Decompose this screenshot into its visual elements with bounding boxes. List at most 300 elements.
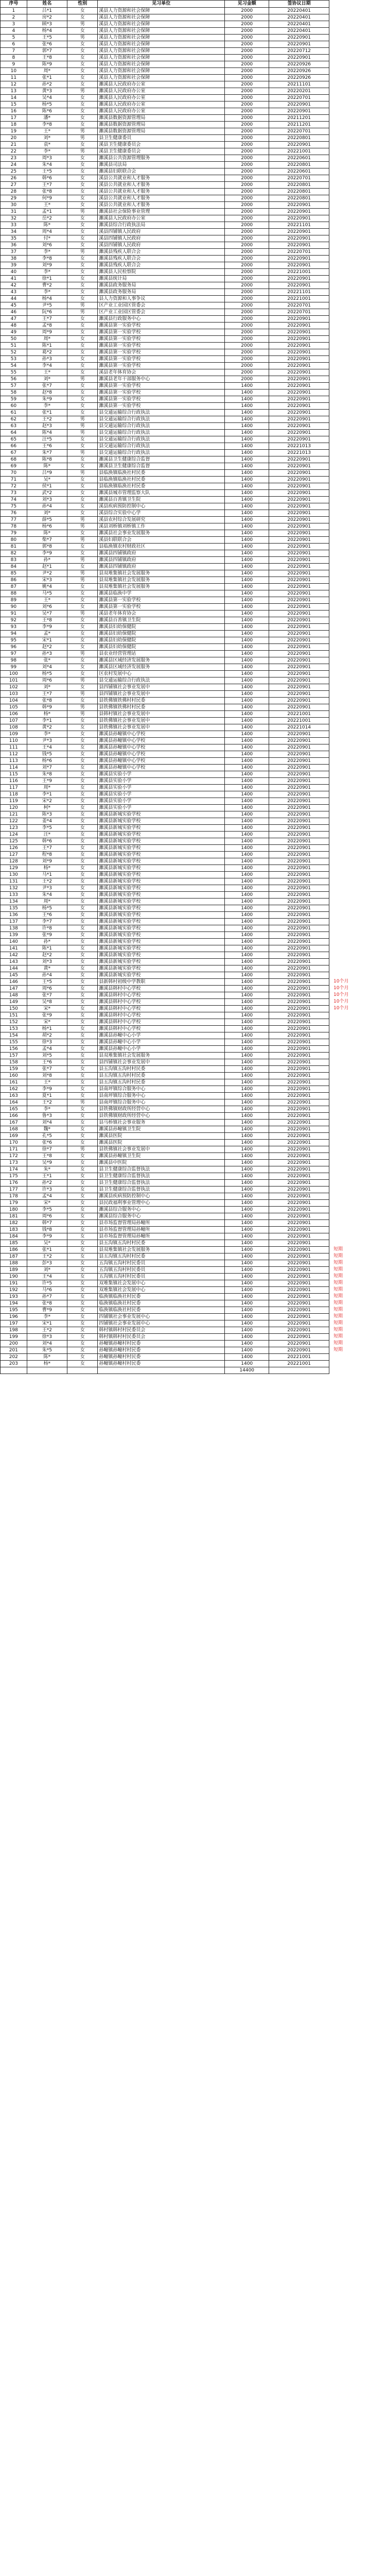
cell-unit: 县铁佛镇铁佛村村民委: [98, 704, 225, 711]
cell-unit: 濉溪县人民政府办公室: [98, 81, 225, 88]
table-row: [1, 1274, 329, 1280]
cell-sex: 女: [67, 55, 98, 61]
cell-sex: 女: [67, 1327, 98, 1334]
table-row: [1, 296, 329, 302]
cell-amount: 1400: [225, 1059, 269, 1066]
cell-sex: 女: [67, 182, 98, 189]
table-row: [1, 899, 329, 905]
cell-unit: 溪县疾病预防控制中心: [98, 503, 225, 510]
cell-name: 刘*8: [27, 1073, 67, 1079]
cell-amount: 2000: [225, 122, 269, 128]
table-row: [1, 1146, 329, 1153]
cell-date: 20220901: [269, 1106, 329, 1113]
cell-unit: 溪县公共就业和人才服务: [98, 182, 225, 189]
cell-seq: 69: [1, 463, 27, 470]
cell-sex: 女: [67, 1253, 98, 1260]
table-row: [1, 1327, 329, 1334]
cell-name: 周*: [27, 899, 67, 905]
cell-sex: 女: [67, 289, 98, 296]
cell-sex: 女: [67, 590, 98, 597]
cell-amount: 1400: [225, 778, 269, 785]
cell-sex: 女: [67, 443, 98, 450]
cell-amount: 1400: [225, 1227, 269, 1233]
row-note: 短期: [333, 1280, 343, 1285]
cell-amount: 1400: [225, 677, 269, 684]
cell-seq: 2: [1, 14, 27, 21]
cell-name: 阮*6: [27, 309, 67, 316]
cell-sex: 女: [67, 14, 98, 21]
cell-date: 20220901: [269, 369, 329, 376]
cell-seq: 84: [1, 564, 27, 570]
cell-amount: 1400: [225, 952, 269, 959]
table-row: [1, 262, 329, 269]
cell-date: 20220901: [269, 965, 329, 972]
cell-amount: 1400: [225, 657, 269, 664]
cell-name: 张*8: [27, 189, 67, 195]
cell-date: 20220901: [269, 1253, 329, 1260]
cell-seq: 78: [1, 523, 27, 530]
cell-seq: 177: [1, 1187, 27, 1193]
cell-name: 张*7: [27, 992, 67, 999]
cell-amount: 2000: [225, 128, 269, 135]
table-row: [1, 35, 329, 41]
cell-sex: 女: [67, 456, 98, 463]
cell-unit: 县铁佛镇社会事业发展中: [98, 1146, 225, 1153]
cell-seq: 62: [1, 416, 27, 423]
cell-name: 王*: [27, 1079, 67, 1086]
cell-date: 20220901: [269, 604, 329, 611]
cell-sex: 女: [67, 215, 98, 222]
cell-unit: 县五沟镇五沟村村民委: [98, 1079, 225, 1086]
cell-sex: 男: [67, 651, 98, 657]
cell-amount: 1400: [225, 1099, 269, 1106]
cell-amount: 1400: [225, 590, 269, 597]
cell-name: 张*9: [27, 932, 67, 939]
cell-sex: 女: [67, 282, 98, 289]
cell-name: 尹*2: [27, 570, 67, 577]
cell-date: 20220901: [269, 1146, 329, 1153]
cell-name: 汪*: [27, 832, 67, 838]
row-note: 短期: [333, 1260, 343, 1265]
cell-seq: 57: [1, 383, 27, 389]
cell-date: 20221001: [269, 1361, 329, 1367]
table-row: [1, 657, 329, 664]
cell-date: 20220901: [269, 631, 329, 637]
cell-name: 刘*4: [27, 664, 67, 671]
cell-unit: 濉溪县新城实验学校: [98, 945, 225, 952]
cell-amount: 1400: [225, 1253, 269, 1260]
cell-amount: 2000: [225, 363, 269, 369]
cell-seq: 160: [1, 1073, 27, 1079]
cell-seq: 125: [1, 838, 27, 845]
cell-amount: 2000: [225, 162, 269, 168]
cell-sex: 女: [67, 878, 98, 885]
cell-amount: 1400: [225, 611, 269, 617]
row-note: 短期: [333, 1266, 343, 1272]
cell-unit: 濉溪县新城实验学校: [98, 838, 225, 845]
cell-sex: 女: [67, 1220, 98, 1227]
cell-amount: 2000: [225, 296, 269, 302]
cell-sex: 女: [67, 979, 98, 986]
cell-seq: 192: [1, 1287, 27, 1294]
cell-date: 20220901: [269, 577, 329, 584]
cell-seq: 88: [1, 590, 27, 597]
cell-date: 20220901: [269, 1180, 329, 1187]
cell-seq: 121: [1, 811, 27, 818]
cell-sex: 女: [67, 925, 98, 932]
cell-seq: 32: [1, 215, 27, 222]
cell-name: 潘*: [27, 115, 67, 122]
cell-date: 20220901: [269, 1006, 329, 1012]
cell-name: 张*1: [27, 75, 67, 81]
table-row: [1, 443, 329, 450]
cell-sex: 女: [67, 778, 98, 785]
table-row: [1, 677, 329, 684]
table-row: [1, 463, 329, 470]
cell-name: 孙*2: [27, 1180, 67, 1187]
cell-name: 李*8: [27, 256, 67, 262]
cell-amount: 1400: [225, 872, 269, 878]
cell-seq: 139: [1, 932, 27, 939]
cell-sex: 女: [67, 597, 98, 604]
cell-date: 20220901: [269, 597, 329, 604]
cell-amount: 1400: [225, 1334, 269, 1341]
cell-seq: 130: [1, 872, 27, 878]
cell-unit: 县临涣镇临涣社村民委: [98, 477, 225, 483]
table-row: [1, 939, 329, 945]
cell-amount: 1400: [225, 470, 269, 477]
cell-amount: 1400: [225, 584, 269, 590]
table-row: [1, 1240, 329, 1247]
cell-amount: 2000: [225, 61, 269, 68]
cell-sex: 女: [67, 959, 98, 965]
cell-sex: 女: [67, 1274, 98, 1280]
table-row: [1, 838, 329, 845]
table-row: [1, 276, 329, 282]
cell-unit: 濉溪县妇幼保健院: [98, 637, 225, 644]
cell-date: 20220701: [269, 128, 329, 135]
cell-date: 20220901: [269, 778, 329, 785]
cell-unit: 濉溪县孙疃中心小学: [98, 1046, 225, 1053]
cell-unit: 濉溪县统计局: [98, 276, 225, 282]
cell-unit: 濉溪县第一实验学校: [98, 323, 225, 329]
cell-sex: 女: [67, 8, 98, 14]
cell-sex: 女: [67, 1079, 98, 1086]
cell-date: 20220901: [269, 209, 329, 215]
cell-name: 杨*6: [27, 758, 67, 765]
cell-seq: 91: [1, 611, 27, 617]
cell-unit: 县卫生健康委员: [98, 135, 225, 142]
cell-sex: 女: [67, 1314, 98, 1320]
cell-date: 20220901: [269, 1280, 329, 1287]
cell-seq: 184: [1, 1233, 27, 1240]
cell-unit: 濉溪县新城实验学校: [98, 905, 225, 912]
cell-name: 葛*2: [27, 349, 67, 356]
cell-sex: 女: [67, 818, 98, 825]
cell-seq: 16: [1, 108, 27, 115]
cell-sex: 女: [67, 1320, 98, 1327]
cell-seq: 185: [1, 1240, 27, 1247]
cell-name: 胡*2: [27, 1032, 67, 1039]
table-row: [1, 316, 329, 323]
cell-name: 刘*6: [27, 242, 67, 249]
header-date: 签协议日期: [269, 1, 329, 8]
cell-amount: 1400: [225, 383, 269, 389]
cell-amount: 1400: [225, 1187, 269, 1193]
total-sex: [67, 1367, 98, 1374]
cell-unit: 濉溪县新城实验学校: [98, 858, 225, 865]
cell-date: 20220901: [269, 1307, 329, 1314]
cell-amount: 2000: [225, 195, 269, 202]
cell-amount: 2000: [225, 222, 269, 229]
cell-date: 20220901: [269, 1274, 329, 1280]
cell-amount: 1400: [225, 564, 269, 570]
cell-seq: 67: [1, 450, 27, 456]
cell-seq: 108: [1, 724, 27, 731]
table-row: [1, 497, 329, 503]
cell-unit: 濉溪县第一实验学校: [98, 403, 225, 410]
cell-sex: 男: [67, 691, 98, 698]
table-row: [1, 1247, 329, 1253]
table-row: [1, 1086, 329, 1093]
cell-amount: 2000: [225, 8, 269, 14]
table-row: [1, 590, 329, 597]
row-note: 10个月: [333, 985, 349, 991]
cell-amount: 1400: [225, 503, 269, 510]
cell-seq: 33: [1, 222, 27, 229]
cell-name: 孟*4: [27, 1193, 67, 1200]
cell-seq: 153: [1, 1026, 27, 1032]
cell-name: 韩*6: [27, 838, 67, 845]
row-note: 短期: [333, 1273, 343, 1279]
cell-sex: 女: [67, 296, 98, 302]
table-row: [1, 477, 329, 483]
table-row: [1, 986, 329, 992]
cell-name: 张*7: [27, 1066, 67, 1073]
cell-name: 王*1: [27, 1173, 67, 1180]
cell-unit: 溪县人力资源和社会保障: [98, 14, 225, 21]
cell-seq: 51: [1, 343, 27, 349]
cell-amount: 1400: [225, 483, 269, 490]
cell-amount: 1400: [225, 731, 269, 738]
cell-amount: 2000: [225, 21, 269, 28]
cell-seq: 106: [1, 711, 27, 718]
cell-unit: 濉溪县城市管理监察大队: [98, 490, 225, 497]
table-row: [1, 905, 329, 912]
cell-sex: 女: [67, 503, 98, 510]
cell-sex: 女: [67, 999, 98, 1006]
cell-seq: 191: [1, 1280, 27, 1287]
table-row: [1, 1341, 329, 1347]
table-row: [1, 162, 329, 168]
cell-date: 20220801: [269, 135, 329, 142]
cell-unit: 县民政福利事业管理中心: [98, 1200, 225, 1207]
cell-unit: 濉溪县孙疃中心小学: [98, 1039, 225, 1046]
cell-unit: 濉溪县医院: [98, 1140, 225, 1146]
cell-unit: 濉溪县实验小学: [98, 798, 225, 805]
cell-unit: 濉溪县区域经济发展服务: [98, 657, 225, 664]
row-note: 10个月: [333, 992, 349, 997]
cell-amount: 1400: [225, 550, 269, 557]
cell-name: 宋*1: [27, 1320, 67, 1327]
cell-sex: 女: [67, 229, 98, 235]
table-row: [1, 711, 329, 718]
cell-date: 20220901: [269, 1026, 329, 1032]
cell-seq: 44: [1, 296, 27, 302]
cell-seq: 22: [1, 148, 27, 155]
cell-amount: 2000: [225, 41, 269, 48]
table-row: [1, 530, 329, 537]
cell-seq: 89: [1, 597, 27, 604]
cell-amount: 1400: [225, 704, 269, 711]
cell-unit: 五沟镇五沟村村民委员: [98, 1260, 225, 1267]
cell-amount: 2000: [225, 142, 269, 148]
table-row: [1, 872, 329, 878]
table-row: [1, 597, 329, 604]
cell-name: 赵*2: [27, 644, 67, 651]
cell-date: 20220901: [269, 919, 329, 925]
cell-name: 刘*: [27, 376, 67, 383]
cell-seq: 179: [1, 1200, 27, 1207]
cell-amount: 1400: [225, 456, 269, 463]
cell-name: 王*5: [27, 168, 67, 175]
cell-sex: 女: [67, 1133, 98, 1140]
cell-unit: 濉溪县新城实验学校: [98, 818, 225, 825]
cell-amount: 1400: [225, 430, 269, 436]
cell-sex: 女: [67, 657, 98, 664]
cell-date: 20220901: [269, 1073, 329, 1079]
cell-sex: 女: [67, 765, 98, 771]
table-row: [1, 798, 329, 805]
table-row: [1, 1012, 329, 1019]
cell-seq: 129: [1, 865, 27, 872]
cell-sex: 男: [67, 557, 98, 564]
cell-date: 20220712: [269, 48, 329, 55]
cell-name: 王*: [27, 202, 67, 209]
table-row: [1, 423, 329, 430]
cell-amount: 2000: [225, 182, 269, 189]
cell-date: 20220901: [269, 791, 329, 798]
cell-name: 宋*: [27, 1006, 67, 1012]
cell-seq: 118: [1, 791, 27, 798]
cell-amount: 2000: [225, 242, 269, 249]
cell-name: 张*8: [27, 698, 67, 704]
cell-name: 李*8: [27, 122, 67, 128]
cell-amount: 1400: [225, 1220, 269, 1227]
cell-name: 刘*3: [27, 497, 67, 503]
cell-seq: 107: [1, 718, 27, 724]
cell-date: 20220901: [269, 852, 329, 858]
cell-sex: 女: [67, 510, 98, 517]
table-row: [1, 858, 329, 865]
cell-amount: 1400: [225, 617, 269, 624]
cell-amount: 2000: [225, 256, 269, 262]
cell-seq: 157: [1, 1053, 27, 1059]
table-row: [1, 557, 329, 564]
cell-unit: 濉溪县人民政府办公室: [98, 88, 225, 95]
table-row: [1, 1019, 329, 1026]
cell-seq: 195: [1, 1307, 27, 1314]
cell-sex: 女: [67, 108, 98, 115]
cell-unit: 濉溪县孙疃镇卫生院: [98, 1126, 225, 1133]
cell-amount: 2000: [225, 35, 269, 41]
cell-name: 宋*: [27, 1019, 67, 1026]
cell-amount: 2000: [225, 88, 269, 95]
cell-unit: 县交通运输综合行政执法: [98, 450, 225, 456]
cell-date: 20220801: [269, 162, 329, 168]
cell-name: 鲁*3: [27, 1113, 67, 1120]
table-row: [1, 115, 329, 122]
cell-amount: 1400: [225, 838, 269, 845]
cell-date: 20220901: [269, 1220, 329, 1227]
cell-sex: 女: [67, 1160, 98, 1166]
cell-amount: 1400: [225, 1173, 269, 1180]
cell-date: 20220901: [269, 611, 329, 617]
cell-unit: 濉溪县韩村中心学校: [98, 1019, 225, 1026]
cell-sex: 女: [67, 1059, 98, 1066]
cell-date: 20211101: [269, 81, 329, 88]
table-row: [1, 604, 329, 611]
cell-name: 王*5: [27, 979, 67, 986]
cell-seq: 174: [1, 1166, 27, 1173]
cell-sex: 女: [67, 919, 98, 925]
cell-name: 周*6: [27, 1213, 67, 1220]
cell-date: 20220901: [269, 1327, 329, 1334]
cell-amount: 1400: [225, 1039, 269, 1046]
cell-amount: 1400: [225, 1361, 269, 1367]
cell-unit: 临涣镇临涣社村民委: [98, 1307, 225, 1314]
cell-date: 20220901: [269, 832, 329, 838]
cell-unit: 县市场监督管理局孙疃所: [98, 1233, 225, 1240]
cell-amount: 2000: [225, 262, 269, 269]
cell-amount: 1400: [225, 959, 269, 965]
cell-amount: 1400: [225, 517, 269, 523]
table-row: [1, 744, 329, 751]
cell-date: 20220901: [269, 316, 329, 323]
cell-date: 20220901: [269, 503, 329, 510]
cell-amount: 1400: [225, 1120, 269, 1126]
cell-date: 20220901: [269, 1193, 329, 1200]
cell-unit: 濉溪县新城实验学校: [98, 959, 225, 965]
cell-name: 韩*6: [27, 175, 67, 182]
table-row: [1, 570, 329, 577]
table-row: [1, 195, 329, 202]
table-row: [1, 544, 329, 550]
cell-date: 20220901: [269, 1227, 329, 1233]
table-row: [1, 1220, 329, 1227]
table-row: [1, 1066, 329, 1073]
cell-amount: 1400: [225, 899, 269, 905]
cell-seq: 144: [1, 965, 27, 972]
cell-amount: 1400: [225, 684, 269, 691]
table-row: [1, 483, 329, 490]
cell-seq: 111: [1, 744, 27, 751]
cell-date: 20220901: [269, 282, 329, 289]
cell-amount: 2000: [225, 115, 269, 122]
cell-date: 20220901: [269, 1059, 329, 1066]
cell-sex: 女: [67, 604, 98, 611]
cell-sex: 女: [67, 349, 98, 356]
cell-date: 20220901: [269, 376, 329, 383]
cell-date: 20220901: [269, 811, 329, 818]
cell-unit: 濉溪县第一实验学校: [98, 604, 225, 611]
cell-seq: 68: [1, 456, 27, 463]
cell-seq: 124: [1, 832, 27, 838]
cell-amount: 1400: [225, 932, 269, 939]
table-row: [1, 490, 329, 497]
cell-date: 20220901: [269, 651, 329, 657]
cell-amount: 1400: [225, 416, 269, 423]
